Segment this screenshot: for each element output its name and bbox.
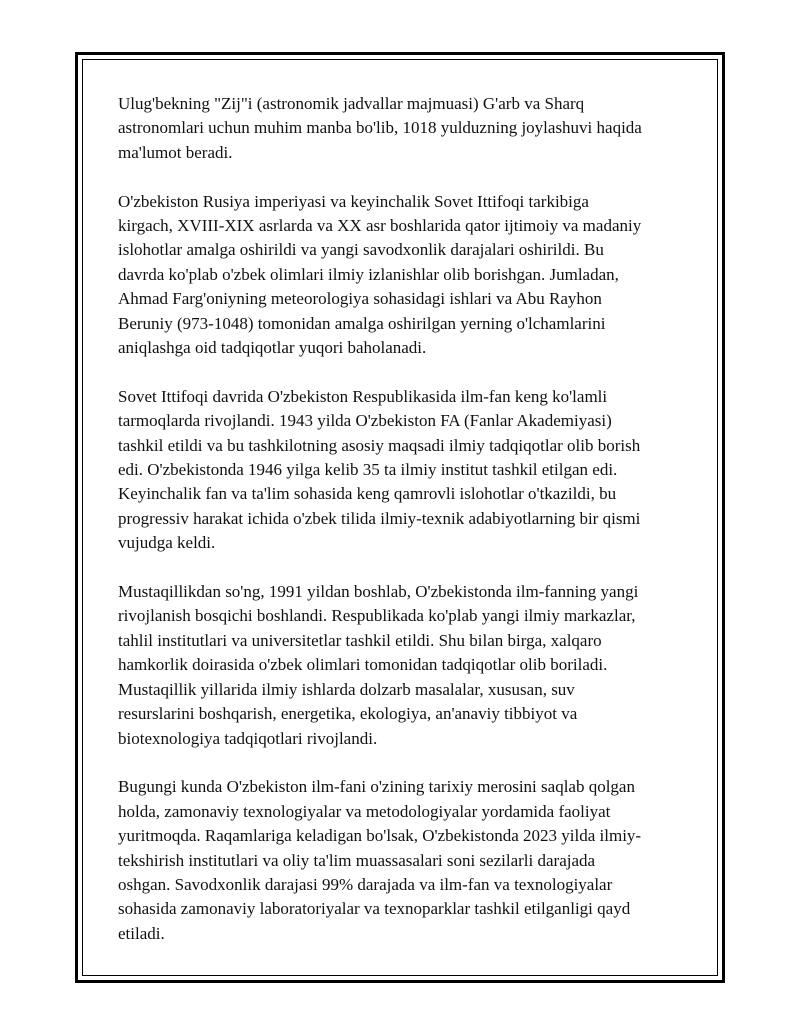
paragraph-soviet-period: Sovet Ittifoqi davrida O'zbekiston Respublikasida ilm-fan keng ko'lamli tarmoqlarda rivojlandi. 1943 yilda O'zbekiston FA (Fanlar Akademiyasi) tashkil etildi va bu tashkilotning asosiy maqsadi ilmiy tadqiqotlar olib borish edi. O'zbekistonda 1946 yilga kelib 35 ta ilmiy institut tashkil etilgan edi. Keyinchalik fan va ta'lim sohasida keng qamrovli islohotlar o'tkazildi, bu progressiv harakat ichida o'zbek tilida ilmiy-texnik adabiyotlarning bir qismi vujudga keldi. [118,386,641,553]
paragraph-present-day: Bugungi kunda O'zbekiston ilm-fani o'zining tarixiy merosini saqlab qolgan holda, zamonaviy texnologiyalar va metodologiyalar yordamida faoliyat yuritmoqda. Raqamlariga keladigan bo'lsak, O'zbekistonda 2023 yilda ilmiy- tekshirish institutlari va oliy ta'lim muassasalari soni sezilarli darajada oshgan. Savodxonlik darajasi 99% darajada va ilm-fan va texnologiyalar sohasida zamonaviy laboratoriyalar va texnoparklar tashkil etilganligi qayd etiladi. [118,777,642,943]
paragraph-independence-period: Mustaqillikdan so'ng, 1991 yildan boshlab, O'zbekistonda ilm-fanning yangi rivojlanish bosqichi boshlandi. Respublikada ko'plab yangi ilmiy markazlar, tahlil institutlari va universitetlar tashkil etildi. Shu bilan birga, xalqaro hamkorlik doirasida o'zbek olimlari tomonidan tadqiqotlar olib boriladi. Mustaqillik yillarida ilmiy ishlarda dolzarb masalalar, xususan, suv resurslarini boshqarish, energetika, ekologiya, an'anaviy tibbiyot va biotexnologiya tadqiqotlari rivojlandi. [118,582,639,748]
paragraph-russian-empire-period: O'zbekiston Rusiya imperiyasi va keyinchalik Sovet Ittifoqi tarkibiga kirgach, XVIII-XIX asrlarda va XX asr boshlarida qator ijtimoiy va madaniy islohotlar amalga oshirildi va yangi savodxonlik darajalari oshirildi. Bu davrda ko'plab o'zbek olimlari ilmiy izlanishlar olib borishgan. Jumladan, Ahmad Farg'oniyning meteorologiya sohasidagi ishlari va Abu Rayhon Beruniy (973-1048) tomonidan amalga oshirilgan yerning o'lchamlarini aniqlashga oid tadqiqotlar yuqori baholanadi. [118,191,642,358]
paragraph-ulugbek-zij: Ulug'bekning "Zij"i (astronomik jadvallar majmuasi) G'arb va Sharq astronomlari uchun muhim manba bo'lib, 1018 yulduzning joylashuvi haqida ma'lumot beradi. [118,94,642,162]
document-body [118,92,698,971]
